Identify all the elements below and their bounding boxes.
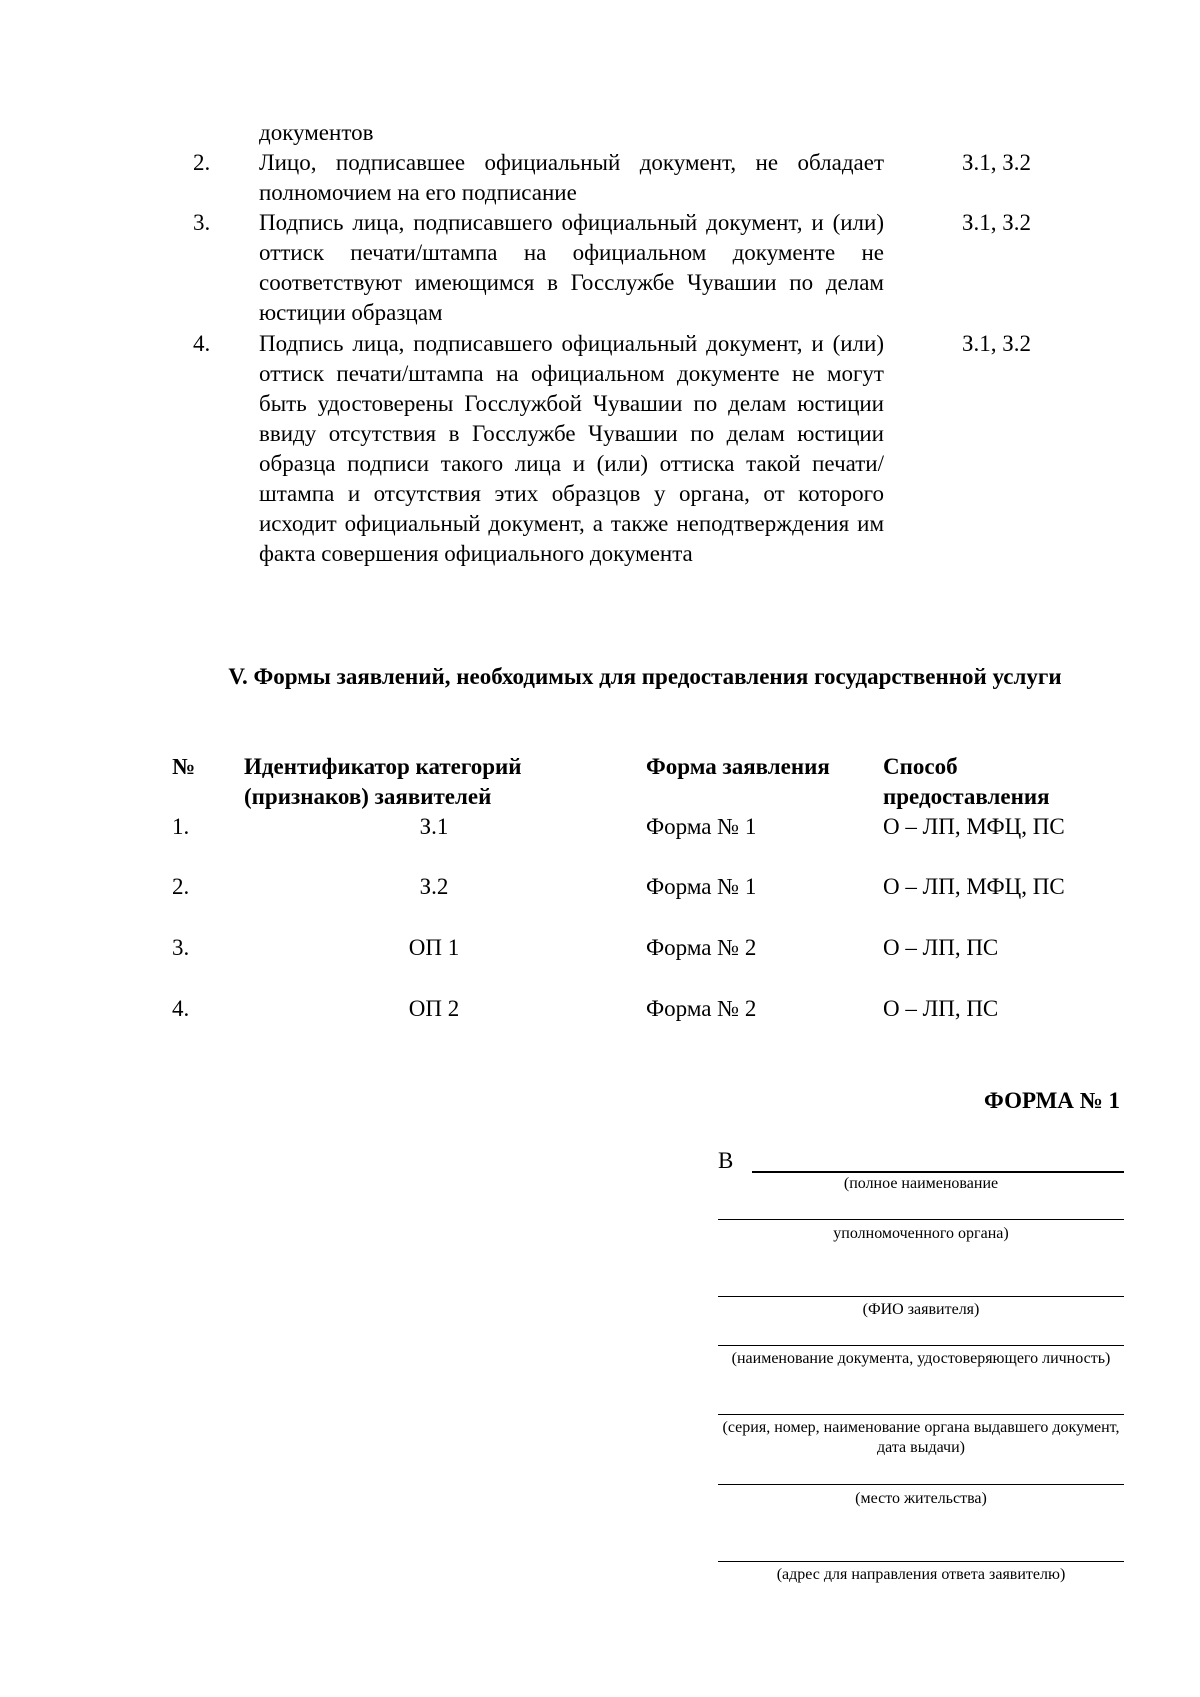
table-row-category: З.2 — [419, 874, 449, 899]
field-caption: (ФИО заявителя) — [862, 1301, 980, 1318]
table-row-number: 3. — [172, 935, 190, 960]
reason-row-number: 3. — [193, 210, 211, 235]
header-category: Идентификатор категорий (признаков) заявителей — [244, 754, 522, 809]
applicant-name-line[interactable] — [718, 1296, 1124, 1297]
to-prefix: В — [718, 1148, 734, 1173]
table-row-method: О – ЛП, МФЦ, ПС — [883, 874, 1065, 899]
reason-row-text: Подпись лица, подписавшего официальный документ, и (или) оттиск печати/штампа на официальном документе не соответствуют имеющимся в Госслужбе Чувашии по делам юстиции образцам — [259, 210, 884, 325]
reason-row-text: Подпись лица, подписавшего официальный документ, и (или) оттиск печати/штампа на официальном документе не могут быть удостоверены Госслужбой Чувашии по делам юстиции ввиду отсутствия в Госслужбе Чувашии по делам юстиции образца подписи такого лица и (или) оттиска такой печати/штампа и отсутствия этих образцов у органа, от которого исходит официальный документ, а также неподтверждения им факта совершения официального документа — [259, 331, 884, 566]
section-title: V. Формы заявлений, необходимых для предоставления государственной услуги — [228, 664, 1062, 689]
identity-document-line[interactable] — [718, 1345, 1124, 1346]
table-row-form: Форма № 1 — [646, 874, 757, 899]
authority-name-line-2[interactable] — [718, 1219, 1124, 1220]
table-row-form: Форма № 2 — [646, 935, 757, 960]
field-caption: (адрес для направления ответа заявителю) — [776, 1566, 1066, 1583]
table-row-form: Форма № 1 — [646, 814, 757, 839]
table-row-category: ОП 1 — [408, 935, 460, 960]
table-row-number: 4. — [172, 996, 190, 1021]
reason-row-number: 4. — [193, 331, 211, 356]
table-row-form: Форма № 2 — [646, 996, 757, 1021]
form-heading: ФОРМА № 1 — [984, 1088, 1120, 1113]
table-row-number: 1. — [172, 814, 190, 839]
table-row-number: 2. — [172, 874, 190, 899]
field-caption: (полное наименование — [843, 1175, 999, 1192]
table-row-category: З.1 — [419, 814, 449, 839]
reason-row-text: Лицо, подписавшее официальный документ, не обладает полномочием на его подписание — [259, 150, 884, 205]
header-form: Форма заявления — [646, 754, 830, 779]
reason-row-number: 2. — [193, 150, 211, 175]
table-row-method: О – ЛП, МФЦ, ПС — [883, 814, 1065, 839]
header-number: № — [172, 754, 196, 779]
reason-row-codes: З.1, З.2 — [962, 150, 1032, 175]
field-caption: (наименование документа, удостоверяющего личность) — [731, 1350, 1111, 1367]
table-row-method: О – ЛП, ПС — [883, 996, 999, 1021]
field-caption: (место жительства) — [855, 1490, 987, 1507]
field-caption: (серия, номер, наименование органа выдавшего документ, дата выдачи) — [722, 1419, 1120, 1456]
reply-address-line[interactable] — [718, 1561, 1124, 1562]
residence-line[interactable] — [718, 1484, 1124, 1485]
table-row-method: О – ЛП, ПС — [883, 935, 999, 960]
table-row-category: ОП 2 — [408, 996, 460, 1021]
reason-row-codes: З.1, З.2 — [962, 331, 1032, 356]
reason-row-codes: З.1, З.2 — [962, 210, 1032, 235]
field-caption: уполномоченного органа) — [833, 1225, 1009, 1242]
header-method: Способ предоставления — [883, 754, 1050, 809]
document-details-line[interactable] — [718, 1414, 1124, 1415]
continuation-text: документов — [259, 120, 374, 145]
authority-name-line[interactable] — [752, 1171, 1124, 1173]
